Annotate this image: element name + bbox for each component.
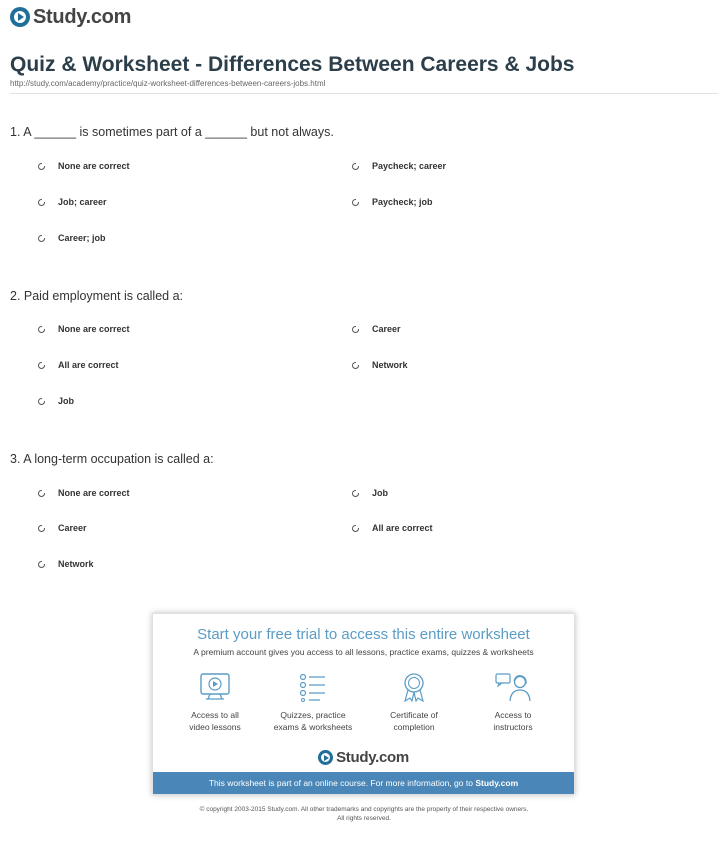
feature-video-lessons: Access to all video lessons [165, 672, 265, 733]
study-logo[interactable] [10, 6, 131, 28]
q1-option-4[interactable]: Paycheck; job [352, 197, 433, 207]
certificate-icon [397, 672, 431, 702]
radio-icon[interactable] [38, 163, 45, 170]
q2-option-4[interactable]: Network [352, 360, 408, 370]
feature-quizzes: Quizzes, practice exams & worksheets [263, 672, 363, 733]
radio-icon[interactable] [38, 362, 45, 369]
copyright-footer: © copyright 2003-2015 Study.com. All other trademarks and copyrights are the property of their respective owners. All rights reserved. [199, 806, 529, 822]
radio-icon[interactable] [352, 326, 359, 333]
logo-text: Study.com [33, 5, 132, 28]
q3-option-2[interactable]: Job [352, 488, 388, 498]
radio-icon[interactable] [38, 525, 45, 532]
quiz-list-icon [296, 672, 330, 702]
question-3-text: 3. A long-term occupation is called a: [10, 452, 214, 466]
q1-option-5[interactable]: Career; job [38, 233, 106, 243]
feature-instructors: Access to instructors [463, 672, 563, 733]
radio-icon[interactable] [38, 561, 45, 568]
divider [10, 93, 718, 94]
radio-icon[interactable] [352, 362, 359, 369]
radio-icon[interactable] [352, 525, 359, 532]
promo-logo[interactable]: Study.com [153, 749, 574, 766]
video-lessons-icon [198, 672, 232, 702]
radio-icon[interactable] [352, 163, 359, 170]
page-url: http://study.com/academy/practice/quiz-worksheet-differences-between-careers-jobs.html [10, 79, 326, 88]
q2-option-2[interactable]: Career [352, 324, 401, 334]
q2-option-3[interactable]: All are correct [38, 360, 119, 370]
radio-icon[interactable] [38, 398, 45, 405]
radio-icon[interactable] [352, 199, 359, 206]
play-logo-icon [10, 7, 30, 27]
study-link[interactable]: Study.com [475, 778, 519, 788]
feature-certificate: Certificate of completion [364, 672, 464, 733]
q2-option-1[interactable]: None are correct [38, 324, 130, 334]
page-title: Quiz & Worksheet - Differences Between Careers & Jobs [10, 53, 575, 76]
radio-icon[interactable] [352, 490, 359, 497]
radio-icon[interactable] [38, 235, 45, 242]
radio-icon[interactable] [38, 199, 45, 206]
free-trial-promo [152, 613, 575, 795]
question-2-text: 2. Paid employment is called a: [10, 289, 184, 303]
q3-option-3[interactable]: Career [38, 523, 87, 533]
q3-option-1[interactable]: None are correct [38, 488, 130, 498]
question-1-text: 1. A ______ is sometimes part of a ______ but not always. [10, 125, 334, 139]
q1-option-2[interactable]: Paycheck; career [352, 161, 446, 171]
radio-icon[interactable] [38, 490, 45, 497]
q3-option-5[interactable]: Network [38, 559, 94, 569]
instructor-icon [494, 672, 532, 702]
play-logo-icon [318, 750, 333, 765]
q1-option-3[interactable]: Job; career [38, 197, 107, 207]
q1-option-1[interactable]: None are correct [38, 161, 130, 171]
promo-info-bar: This worksheet is part of an online course. For more information, go to Study.com [153, 772, 574, 794]
promo-headline[interactable]: Start your free trial to access this entire worksheet [197, 626, 530, 643]
q2-option-5[interactable]: Job [38, 396, 74, 406]
radio-icon[interactable] [38, 326, 45, 333]
promo-subtitle: A premium account gives you access to all lessons, practice exams, quizzes & worksheets [193, 647, 534, 657]
q3-option-4[interactable]: All are correct [352, 523, 433, 533]
